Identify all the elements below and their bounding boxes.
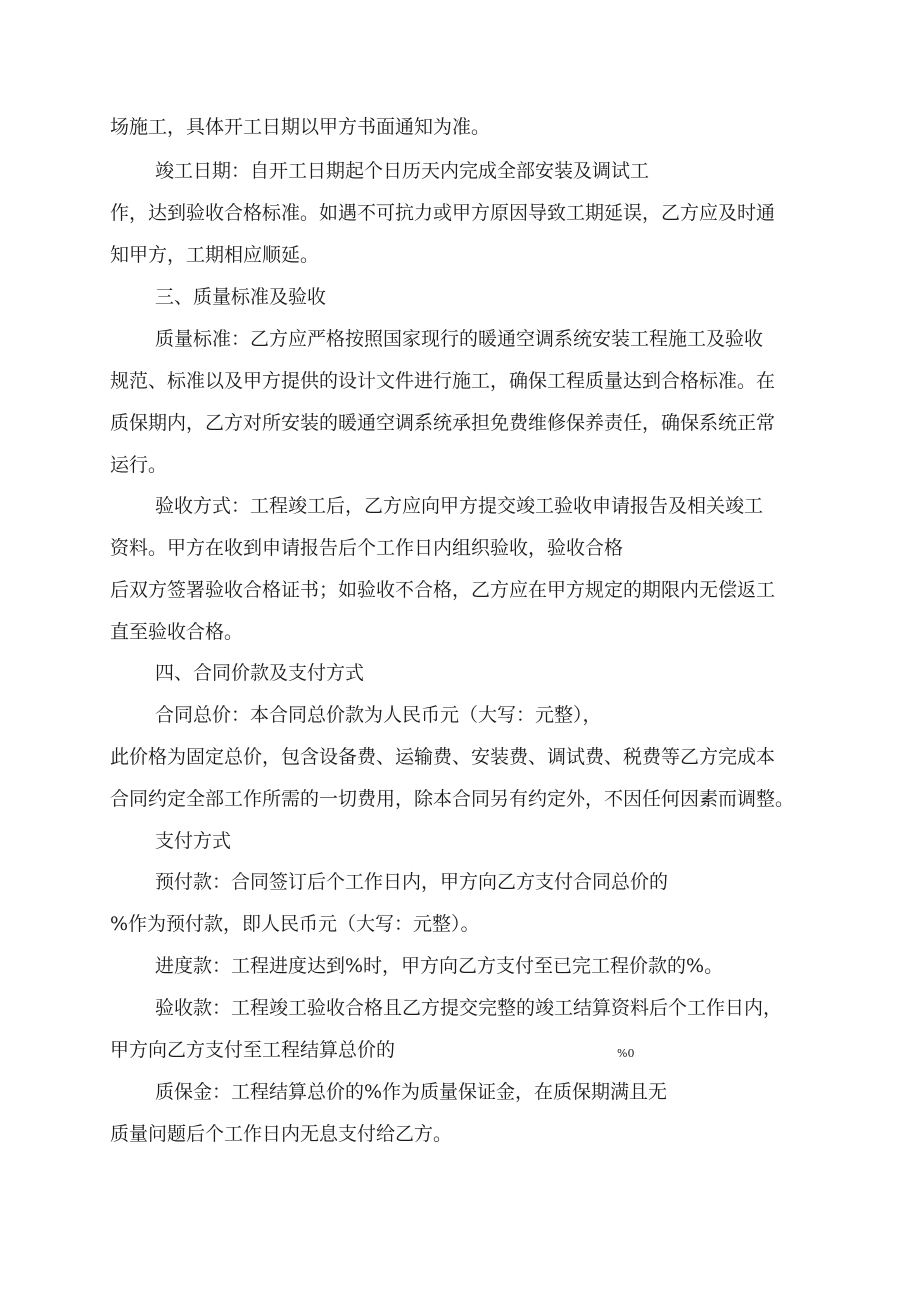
text-line: 质量标准：乙方应严格按照国家现行的暖通空调系统安装工程施工及验收: [155, 328, 764, 350]
text-line: 质保期内，乙方对所安装的暖通空调系统承担免费维修保养责任，确保系统正常: [110, 412, 776, 434]
text-line: 验收款：工程竣工验收合格且乙方提交完整的竣工结算资料后个工作日内，: [155, 997, 783, 1019]
text-line: 验收方式：工程竣工后，乙方应向甲方提交竣工验收申请报告及相关竣工: [155, 495, 764, 517]
text-line: 合同总价：本合同总价款为人民币元（大写：元整），: [155, 704, 602, 726]
text-line: 进度款：工程进度达到%时，甲方向乙方支付至已完工程价款的%。: [155, 955, 724, 977]
section-heading: 四、合同价款及支付方式: [155, 662, 365, 684]
text-line: 此价格为固定总价，包含设备费、运输费、安装费、调试费、税费等乙方完成本: [110, 746, 776, 768]
text-line: 知甲方，工期相应顺延。: [110, 244, 320, 266]
text-line: 资料。甲方在收到申请报告后个工作日内组织验收，验收合格: [110, 537, 624, 559]
text-line: 后双方签署验收合格证书；如验收不合格，乙方应在甲方规定的期限内无偿返工: [110, 579, 776, 601]
text-line: 竣工日期：自开工日期起个日历天内完成全部安装及调试工: [155, 160, 650, 182]
text-line: 场施工，具体开工日期以甲方书面通知为准。: [110, 116, 491, 138]
text-line: 作，达到验收合格标准。如遇不可抗力或甲方原因导致工期延误，乙方应及时通: [110, 202, 776, 224]
text-line: %作为预付款，即人民币元（大写：元整）。: [110, 913, 480, 935]
text-line: 直至验收合格。: [110, 621, 244, 643]
percent-mark: %0: [617, 1047, 635, 1060]
text-line: 甲方向乙方支付至工程结算总价的: [110, 1039, 396, 1061]
text-line: 质量问题后个工作日内无息支付给乙方。: [110, 1123, 453, 1145]
section-heading: 三、质量标准及验收: [155, 286, 327, 308]
text-line: 合同约定全部工作所需的一切费用，除本合同另有约定外，不因任何因素而调整。: [110, 788, 795, 810]
text-line: 规范、标准以及甲方提供的设计文件进行施工，确保工程质量达到合格标准。在: [110, 370, 776, 392]
text-line: 预付款：合同签订后个工作日内，甲方向乙方支付合同总价的: [155, 871, 669, 893]
text-line: 质保金：工程结算总价的%作为质量保证金，在质保期满且无: [155, 1081, 668, 1103]
subheading: 支付方式: [155, 830, 232, 852]
text-line: 运行。: [110, 454, 168, 476]
